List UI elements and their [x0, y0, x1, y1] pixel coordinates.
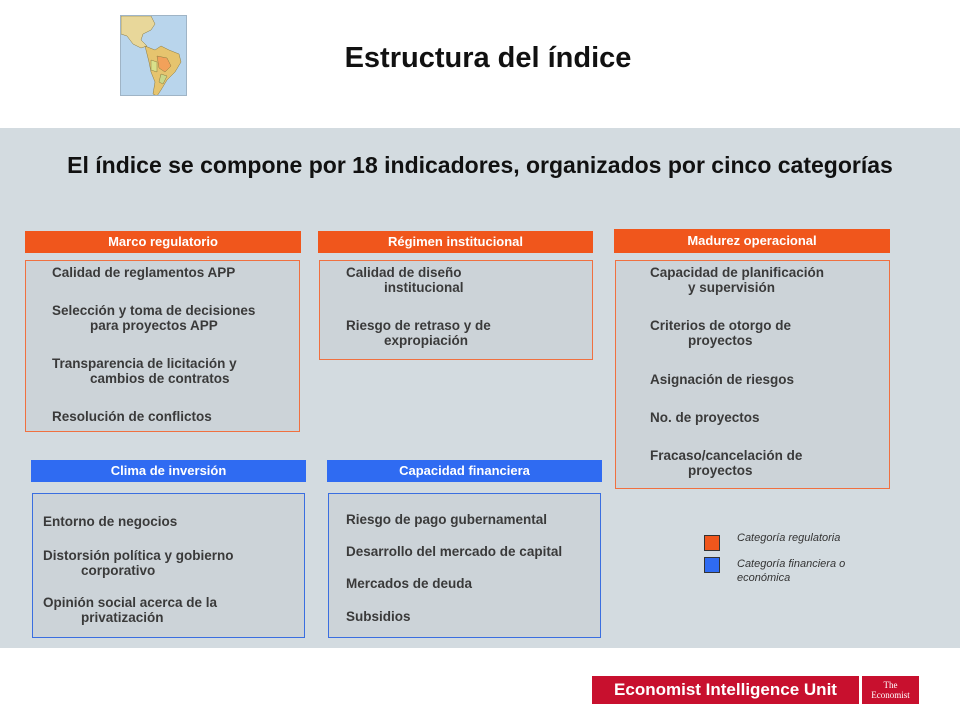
list-item: Opinión social acerca de la privatización: [43, 595, 218, 625]
legend-label-financiera: Categoría financiera o económica: [737, 558, 846, 584]
list-item: Calidad de diseño institucional: [346, 265, 464, 295]
list-item: No. de proyectos: [650, 410, 760, 425]
list-item: Calidad de reglamentos APP: [52, 265, 236, 280]
list-item: Capacidad de planificación y supervisión: [650, 265, 825, 295]
list-item: Subsidios: [346, 609, 411, 624]
header-marco-regulatorio: Marco regulatorio: [25, 231, 301, 253]
header-madurez-operacional: Madurez operacional: [614, 229, 890, 253]
box-marco-regulatorio: [25, 260, 300, 432]
page-subtitle: El índice se compone por 18 indicadores, organizados por cinco categorías: [67, 152, 893, 178]
list-item: Resolución de conflictos: [52, 409, 212, 424]
box-madurez-operacional: [615, 260, 890, 489]
eiu-logo: Economist Intelligence Unit: [592, 676, 859, 704]
list-item: Riesgo de retraso y de expropiación: [346, 318, 491, 348]
legend-swatch-financiera: [704, 557, 720, 573]
list-item: Asignación de riesgos: [650, 372, 795, 387]
list-item: Desarrollo del mercado de capital: [346, 544, 563, 559]
box-regimen-institucional: [319, 260, 593, 360]
header-capacidad-financiera: Capacidad financiera: [327, 460, 602, 482]
box-capacidad-financiera: [328, 493, 601, 638]
list-item: Riesgo de pago gubernamental: [346, 512, 548, 527]
list-item: Entorno de negocios: [43, 514, 178, 529]
list-item: Transparencia de licitación y cambios de contratos: [52, 356, 237, 386]
page-title: Estructura del índice: [344, 42, 632, 74]
list-item: Selección y toma de decisiones para proyectos APP: [52, 303, 256, 333]
list-item: Criterios de otorgo de proyectos: [650, 318, 792, 348]
list-item: Fracaso/cancelación de proyectos: [650, 448, 803, 478]
the-economist-logo: The Economist: [862, 676, 919, 704]
list-item: Distorsión política y gobierno corporativo: [43, 548, 234, 578]
list-item: Mercados de deuda: [346, 576, 473, 591]
legend-label-regulatoria: Categoría regulatoria: [737, 532, 841, 544]
header-clima-inversion: Clima de inversión: [31, 460, 306, 482]
header-regimen-institucional: Régimen institucional: [318, 231, 593, 253]
legend-swatch-regulatoria: [704, 535, 720, 551]
box-clima-inversion: [32, 493, 305, 638]
